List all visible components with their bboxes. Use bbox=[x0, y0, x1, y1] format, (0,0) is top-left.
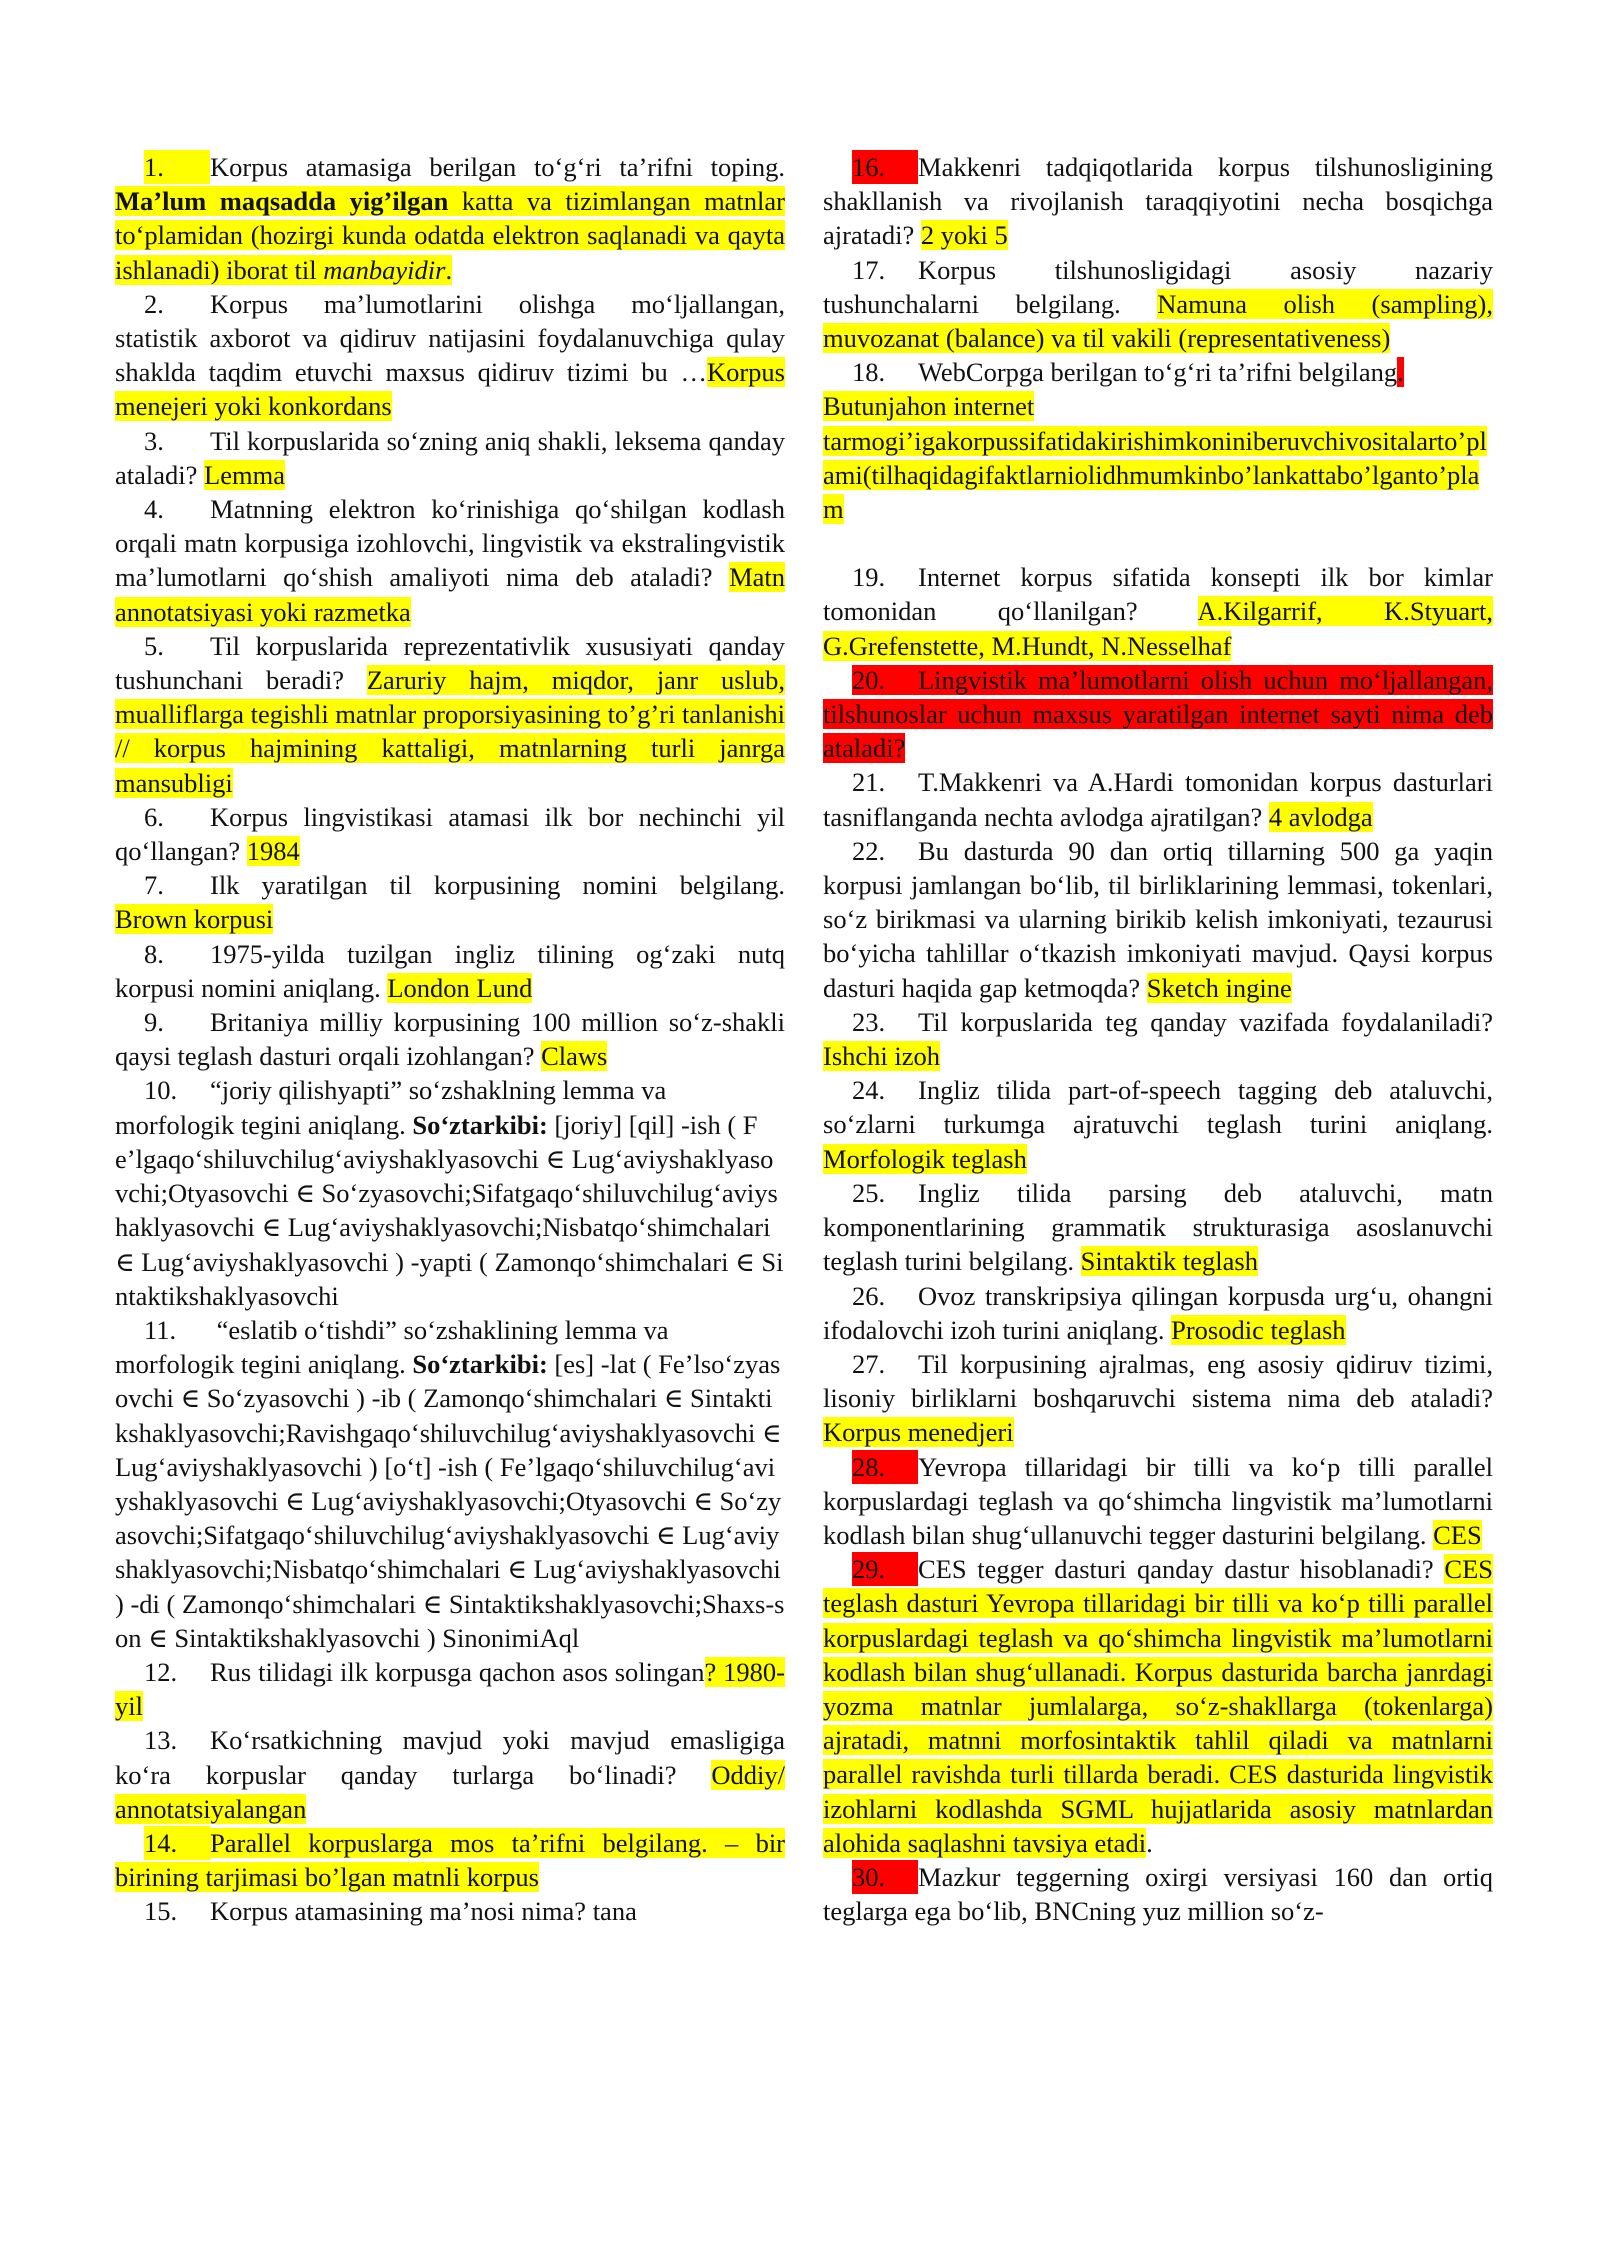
question-text: Til korpuslarida reprezentativlik xususiyati qanday tushunchani beradi? bbox=[115, 630, 785, 696]
question-8 bbox=[115, 937, 785, 1005]
question-number: 12. bbox=[144, 1656, 178, 1687]
question-17 bbox=[823, 253, 1493, 356]
answer-text: Zaruriy hajm, miqdor, janr uslub, mualliflarga tegishli matnlar proporsiyasining to’g’ri tanlanishi // korpus hajmining kattaligi, matnlarning turli janrga mansubligi bbox=[115, 665, 785, 798]
answer-text: Oddiy/ annotatsiyalangan bbox=[115, 1759, 785, 1824]
question-15 bbox=[115, 1894, 785, 1928]
question-30 bbox=[823, 1860, 1493, 1928]
answer-text: Ishchi izoh bbox=[823, 1041, 941, 1072]
question-16 bbox=[823, 150, 1493, 253]
question-text: Korpus atamasining ma’nosi nima? tana bbox=[210, 1896, 637, 1927]
question-number: 15. bbox=[144, 1896, 178, 1927]
answer-text: Matn annotatsiyasi yoki razmetka bbox=[115, 562, 785, 627]
left-column bbox=[115, 150, 785, 1929]
analysis-label: So‘ztarkibi: bbox=[412, 1109, 548, 1140]
question-7 bbox=[115, 868, 785, 936]
question-number: 10. bbox=[144, 1075, 178, 1106]
answer-text: Prosodic teglash bbox=[1171, 1314, 1346, 1345]
answer-text: Brown korpusi bbox=[115, 904, 274, 935]
question-24 bbox=[823, 1073, 1493, 1176]
question-text: Makkenri tadqiqotlarida korpus tilshunosligining shakllanish va rivojlanish taraqqiyotini necha bosqichga ajratadi? bbox=[823, 152, 1493, 251]
question-number: 25. bbox=[852, 1177, 886, 1208]
question-10 bbox=[115, 1073, 785, 1312]
question-number: 13. bbox=[144, 1725, 178, 1756]
question-text: “eslatib o‘tishdi” so‘zshaklining lemma va morfologik tegini aniqlang. bbox=[115, 1314, 669, 1380]
answer-text: bir birining tarjimasi bo’lgan matnli korpus bbox=[115, 1827, 785, 1893]
question-4 bbox=[115, 492, 785, 629]
answer-text: CES teglash dasturi Yevropa tillaridagi bir tilli va ko‘p tilli parallel korpuslardagi teglash va qo‘shimcha lingvistik ma’lumotlarni kodlash bilan shug‘ullanadi. Korpus dasturida barcha janrdagi yozma matnlar jumlalarga, so‘z-shakllarga (tokenlarga) ajratadi, matnni morfosintaktik tahlil qiladi va matnlarni parallel ravishda turli tillarda beradi. CES dasturida lingvistik izohlarni kodlashda SGML hujjatlarida asosiy matnlardan alohida saqlashni tavsiya etadi bbox=[823, 1554, 1493, 1858]
answer-text: London Lund bbox=[387, 972, 533, 1003]
question-number: 8. bbox=[144, 938, 164, 969]
question-25 bbox=[823, 1176, 1493, 1279]
answer-line-1: Butunjahon internet bbox=[823, 391, 1035, 422]
question-number: 3. bbox=[144, 425, 164, 456]
question-number: 21. bbox=[852, 767, 886, 798]
question-text: T.Makkenri va A.Hardi tomonidan korpus dasturlari tasniflanganda nechta avlodga ajratilgan? bbox=[823, 767, 1493, 832]
question-20 bbox=[823, 663, 1493, 766]
question-text: Yevropa tillaridagi bir tilli va ko‘p tilli parallel korpuslardagi teglash va qo‘shimcha lingvistik ma’lumotlarni kodlash bilan shug‘ullanuvchi tegger dasturini belgilang. bbox=[823, 1451, 1493, 1550]
question-text: Til korpuslarida so‘zning aniq shakli, leksema qanday ataladi? bbox=[115, 425, 785, 490]
answer-line-2: tarmogi’igakorpussifatidakirishimkoniniberuvchivositalarto’plami(tilhaqidagifaktlarniolidhmumkinbo’lankattabo’lganto’plam bbox=[823, 425, 1487, 525]
answer-text: Sketch ingine bbox=[1146, 972, 1292, 1003]
question-2 bbox=[115, 287, 785, 424]
question-text: Korpus lingvistikasi atamasi ilk bor nechinchi yil qo‘llangan? bbox=[115, 801, 785, 867]
question-text: Internet korpus sifatida konsepti ilk bor kimlar tomonidan qo‘llanilgan? bbox=[823, 562, 1493, 627]
question-9 bbox=[115, 1005, 785, 1073]
question-mark: . bbox=[1397, 357, 1404, 388]
question-text: 1975-yilda tuzilgan ingliz tilining og‘zaki nutq korpusi nomini aniqlang. bbox=[115, 938, 785, 1003]
question-13 bbox=[115, 1723, 785, 1826]
question-text: “joriy qilishyapti” so‘zshaklning lemma va morfologik tegini aniqlang. bbox=[115, 1075, 667, 1140]
question-text: Britaniya milliy korpusining 100 million so‘z-shakli qaysi teglash dasturi orqali izohlangan? bbox=[115, 1007, 785, 1072]
question-text: Ko‘rsatkichning mavjud yoki mavjud emasligiga ko‘ra korpuslar qanday turlarga bo‘linadi? bbox=[115, 1725, 785, 1790]
answer-end: . bbox=[1146, 1827, 1153, 1858]
question-number: 29. bbox=[852, 1552, 918, 1586]
answer-text: Sintaktik teglash bbox=[1080, 1246, 1258, 1277]
question-text: Ovoz transkripsiya qilingan korpusda urg‘u, ohangni ifodalovchi izoh turini aniqlang. bbox=[823, 1280, 1493, 1345]
question-number: 30. bbox=[852, 1860, 918, 1894]
answer-text: 1984 bbox=[246, 836, 300, 867]
answer-text: ? 1980-yil bbox=[115, 1656, 785, 1722]
question-text: WebCorpga berilgan to‘g‘ri ta’rifni belgilang bbox=[918, 357, 1398, 388]
question-text: Parallel korpuslarga mos ta’rifni belgilang. – bbox=[210, 1827, 756, 1858]
question-number: 9. bbox=[144, 1007, 164, 1038]
question-29 bbox=[823, 1552, 1493, 1860]
question-number: 18. bbox=[852, 357, 886, 388]
answer-text: CES bbox=[1433, 1519, 1482, 1550]
question-text: Til korpuslarida teg qanday vazifada foydalaniladi? bbox=[918, 1006, 1493, 1037]
question-number: 11. bbox=[144, 1314, 177, 1345]
question-text: Korpus atamasiga berilgan to‘g‘ri ta’rifni toping. bbox=[210, 152, 785, 182]
analysis-text: [es] -lat ( Fe’lso‘zyasovchi ∈ So‘zyasovchi ) -ib ( Zamonqo‘shimchalari ∈ Sintaktikshaklyasovchi;Ravishgaqo‘shiluvchilug‘aviyshaklyasovchi ∈ Lug‘aviyshaklyasovchi ) [o‘t] -ish ( Fe’lgaqo‘shiluvchilug‘aviyshaklyasovchi ∈ Lug‘aviyshaklyasovchi;Otyasovchi ∈ So‘zyasovchi;Sifatgaqo‘shiluvchilug‘aviyshaklyasovchi ∈ Lug‘aviyshaklyasovchi;Nisbatqo‘shimchalari ∈ Lug‘aviyshaklyasovchi ) -di ( Zamonqo‘shimchalari ∈ Sintaktikshaklyasovchi;Shaxs-son ∈ Sintaktikshaklyasovchi ) SinonimiAql bbox=[115, 1349, 785, 1653]
analysis-label: So‘ztarkibi: bbox=[412, 1349, 548, 1380]
answer-text: katta va tizimlangan matnlar to‘plamidan (hozirgi kunda odatda elektron saqlanadi va qayta ishlanadi) iborat til bbox=[115, 186, 785, 285]
question-6 bbox=[115, 800, 785, 868]
question-23 bbox=[823, 1005, 1493, 1073]
question-number: 28. bbox=[852, 1450, 918, 1484]
question-number: 5. bbox=[144, 630, 164, 661]
right-column bbox=[823, 150, 1493, 1928]
answer-text: Morfologik teglash bbox=[823, 1143, 1027, 1174]
answer-bold: Ma’lum maqsadda yig’ilgan bbox=[115, 186, 449, 217]
answer-text: Lemma bbox=[204, 459, 285, 490]
question-text: Bu dasturda 90 dan ortiq tillarning 500 ga yaqin korpusi jamlangan bo‘lib, til birliklarining lemmasi, tokenlari, so‘z birikmasi va ularning birikib kelish imkoniyati, tezaurusi bo‘yicha tahlillar o‘tkazish imkoniyati mavjud. Qaysi korpus dasturi haqida gap ketmoqda? bbox=[823, 835, 1493, 1003]
question-text: Korpus tilshunosligidagi asosiy nazariy tushunchalarni belgilang. bbox=[823, 254, 1493, 319]
question-number: 23. bbox=[852, 1006, 886, 1037]
analysis-text: [joriy] [qil] -ish ( Fe’lgaqo‘shiluvchilug‘aviyshaklyasovchi ∈ Lug‘aviyshaklyasovchi;Otyasovchi ∈ So‘zyasovchi;Sifatgaqo‘shiluvchilug‘aviyshaklyasovchi ∈ Lug‘aviyshaklyasovchi;Nisbatqo‘shimchalari ∈ Lug‘aviyshaklyasovchi ) -yapti ( Zamonqo‘shimchalari ∈ Sintaktikshaklyasovchi bbox=[115, 1109, 784, 1311]
question-number: 4. bbox=[144, 494, 164, 525]
question-28 bbox=[823, 1450, 1493, 1553]
question-21 bbox=[823, 765, 1493, 833]
question-number: 19. bbox=[852, 562, 886, 593]
answer-text: A.Kilgarrif, K.Styuart, G.Grefenstette, M.Hundt, N.Nesselhaf bbox=[823, 596, 1493, 661]
answer-end: . bbox=[445, 254, 453, 285]
answer-text: Namuna olish (sampling), muvozanat (balance) va til vakili (representativeness) bbox=[823, 288, 1493, 354]
question-number: 14. bbox=[144, 1826, 210, 1860]
question-11 bbox=[115, 1313, 785, 1655]
question-22 bbox=[823, 834, 1493, 1005]
question-number: 16. bbox=[852, 150, 918, 184]
answer-italic: manbayidir bbox=[323, 254, 446, 285]
question-14 bbox=[115, 1826, 785, 1894]
question-number: 26. bbox=[852, 1280, 886, 1311]
question-1 bbox=[115, 150, 785, 287]
question-number: 27. bbox=[852, 1348, 886, 1379]
question-text: Til korpusining ajralmas, eng asosiy qidiruv tizimi, lisoniy birliklarni boshqaruvchi sistema nima deb ataladi? bbox=[823, 1348, 1493, 1414]
question-text: Matnning elektron ko‘rinishiga qo‘shilgan kodlash orqali matn korpusiga izohlovchi, lingvistik va ekstralingvistik ma’lumotlarni qo‘shish amaliyoti nima deb ataladi? bbox=[115, 494, 785, 593]
question-text: Mazkur teggerning oxirgi versiyasi 160 dan ortiq teglarga ega bo‘lib, BNCning yuz million so‘z- bbox=[823, 1861, 1493, 1927]
question-19 bbox=[823, 560, 1493, 663]
question-text: Ingliz tilida parsing deb ataluvchi, matn komponentlarining grammatik strukturasiga asoslanuvchi teglash turini belgilang. bbox=[823, 1177, 1493, 1277]
question-number: 17. bbox=[852, 254, 886, 285]
question-27 bbox=[823, 1347, 1493, 1450]
question-12 bbox=[115, 1655, 785, 1723]
answer-text: 2 yoki 5 bbox=[920, 220, 1008, 251]
question-18 bbox=[823, 355, 1493, 526]
question-text: Ingliz tilida part-of-speech tagging deb ataluvchi, so‘zlarni turkumga ajratuvchi teglash turini aniqlang. bbox=[823, 1075, 1493, 1140]
question-number: 7. bbox=[144, 870, 164, 901]
question-number: 22. bbox=[852, 835, 886, 866]
question-number: 6. bbox=[144, 801, 164, 832]
question-26 bbox=[823, 1279, 1493, 1347]
question-3 bbox=[115, 424, 785, 492]
question-number: 1. bbox=[144, 150, 210, 184]
question-number: 2. bbox=[144, 288, 164, 319]
question-text: Lingvistik ma’lumotlarni olish uchun mo‘ljallangan, tilshunoslar uchun maxsus yaratilgan internet sayti nima deb ataladi? bbox=[823, 664, 1493, 764]
answer-text: Claws bbox=[541, 1041, 608, 1072]
question-number: 20. bbox=[852, 664, 886, 695]
question-5 bbox=[115, 629, 785, 800]
question-text: Korpus ma’lumotlarini olishga mo‘ljallangan, statistik axborot va qidiruv natijasini foydalanuvchiga qulay shaklda taqdim etuvchi maxsus qidiruv tizimi bu … bbox=[115, 288, 785, 388]
answer-text: Korpus menejeri yoki konkordans bbox=[115, 357, 785, 422]
question-text: Ilk yaratilgan til korpusining nomini belgilang. bbox=[210, 870, 785, 901]
question-number: 24. bbox=[852, 1075, 886, 1106]
question-text: Rus tilidagi ilk korpusga qachon asos solingan bbox=[210, 1656, 705, 1687]
answer-text: 4 avlodga bbox=[1268, 801, 1373, 832]
question-text: CES tegger dasturi qanday dastur hisoblanadi? bbox=[918, 1554, 1445, 1585]
answer-text: Korpus menedjeri bbox=[823, 1417, 1014, 1448]
